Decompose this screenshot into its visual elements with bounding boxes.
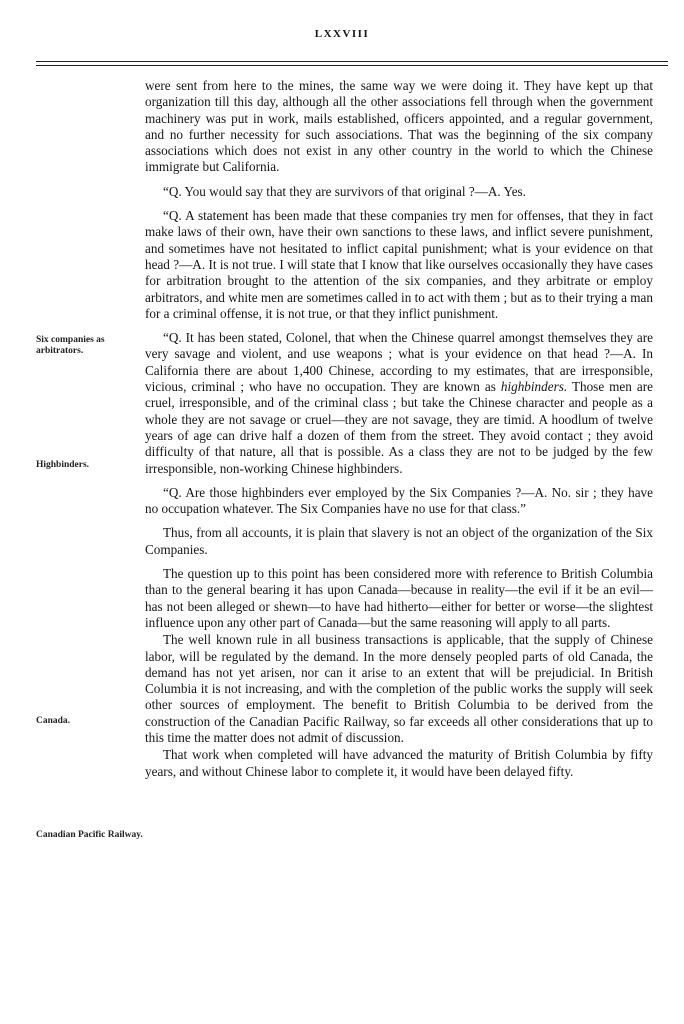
margin-note-canadian-pacific: Canadian Pacific Railway.: [36, 830, 143, 840]
paragraph-railway-completion: That work when completed will have advanced the maturity of British Columbia by fifty years, and without Chinese labor to complete it, it would have been delayed fifty.: [145, 747, 653, 779]
paragraph-organization: were sent from here to the mines, the same way we were doing it. They have kept up that organization till this day, although all the other associations fell through when the government machinery was put in work, mails established, officers appointed, and a regular government, and no further necessity for such associations. That was the beginning of the six company associations which does not exist in any other country in the world to which the Chinese immigrate but California.: [145, 78, 653, 175]
margin-note-canada: Canada.: [36, 716, 71, 726]
highbinders-text-after: Those men are cruel, irresponsible, and of the criminal class ; but take the Chinese character and people as a whole they are not savage or cruel—they are not savage, they are timid. A hoodlum of twelve years of age can drive half a dozen of them from the street. They avoid contact ; they avoid difficulty of that nature, all that is possible. As a class they are not to be judged by the few irresponsible, non-working Chinese highbinders.: [145, 379, 653, 476]
paragraph-six-companies-question: “Q. Are those highbinders ever employed by the Six Companies ?—A. No. sir ; they have no occupation whatever. The Six Companies have no use for that class.”: [145, 484, 653, 517]
paragraph-arbitration-question: “Q. A statement has been made that these companies try men for offenses, that they in fact make laws of their own, have their own sanctions to these laws, and inflict severe punishment, and sometimes have not hesitated to inflict capital punishment; what is your evidence on that head ?—A. It is not true. I will state that I know that like ourselves occasionally they have cases for arbitration brought to the attention of the six companies, and they arbitrate or employ arbitrators, and white men are sometimes called in to act with them ; but as to their trying a man for a criminal offense, it is not true, or that they inflict punishment.: [145, 208, 653, 321]
paragraph-slavery-conclusion: Thus, from all accounts, it is plain that slavery is not an object of the organization of the Six Companies.: [145, 525, 653, 557]
highbinders-emphasis: highbinders.: [500, 379, 568, 395]
paragraph-supply-demand: The well known rule in all business transactions is applicable, that the supply of Chinese labor, will be regulated by the demand. In the more densely peopled parts of old Canada, the demand has not yet arisen, nor can it arise to an extent that will be prejudicial. In British Columbia it is not increasing, and with the completion of the public works the supply will seek other sources of employment. The benefit to British Columbia to be derived from the construction of the Canadian Pacific Railway, so far exceeds all other considerations that up to this time the matter does not admit of discussion.: [145, 632, 653, 745]
margin-note-highbinders: Highbinders.: [36, 460, 90, 470]
header-rule-thin: [36, 65, 668, 66]
paragraph-highbinders-question: [145, 330, 653, 477]
margin-note-six-companies: Six companies as arbitrators.: [36, 335, 105, 356]
paragraph-canada: The question up to this point has been considered more with reference to British Columbia than to the general bearing it has upon Canada—because in reality—the evil if it be an evil—has not been alleged or shewn—to have had hitherto—either for better or worse—the slightest influence upon any other part of Canada—but the same reasoning will apply to all parts.: [145, 566, 653, 630]
main-text: [145, 78, 653, 788]
page-header: LXXVIII: [314, 28, 370, 40]
header-rule-thick: [36, 61, 668, 62]
highbinders-text-before: “Q. It has been stated, Colonel, that when the Chinese quarrel amongst themselves they are very savage and violent, and use weapons ; what is your evidence on that head ?—A. In California there are about 1,400 Chinese, according to my estimates, that are irresponsible, vicious, criminal ; who have no occupation. They are known as: [145, 330, 653, 395]
paragraph-survivors-question: “Q. You would say that they are survivors of that original ?—A. Yes.: [163, 183, 526, 199]
